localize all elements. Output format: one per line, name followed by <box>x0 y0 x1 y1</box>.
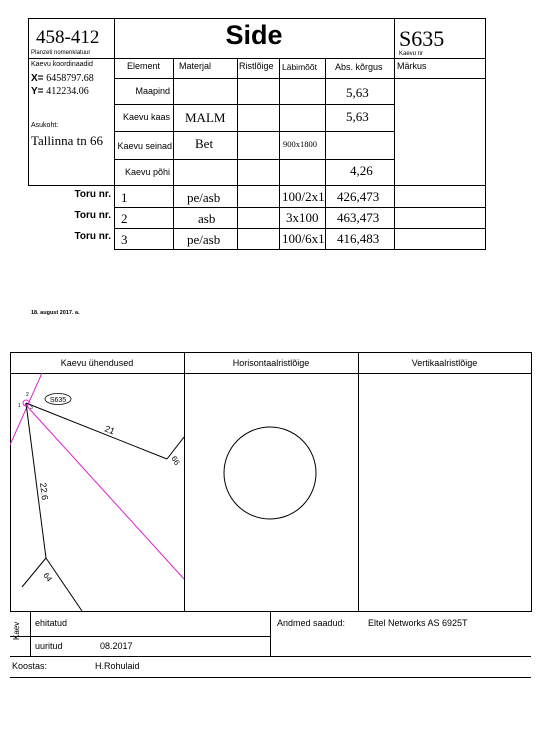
col-diameter: Läbimõõt <box>282 62 317 72</box>
coord-y: Y= 412234.06 <box>31 86 89 97</box>
compiled-label: Koostas: <box>12 661 48 671</box>
dim-21: 21 <box>103 423 117 437</box>
pipe-label-2: Toru nr. <box>74 210 111 221</box>
row-diameter-walls: 900x1800 <box>283 139 317 149</box>
connections-title: Kaevu ühendused <box>60 358 134 368</box>
sketch-well-label: S635 <box>49 397 67 404</box>
sketch-num-1: 1 <box>18 403 21 409</box>
dim-64: 64 <box>41 570 54 584</box>
pipe-num-3: 3 <box>121 232 128 247</box>
compiled-value: H.Rohulaid <box>95 661 140 671</box>
coords-label: Kaevu koordinaadid <box>31 61 93 68</box>
data-from-value: Eltel Networks AS 6925T <box>368 618 468 628</box>
pipe-line-1 <box>26 403 167 459</box>
pipe-material-3: pe/asb <box>187 232 221 247</box>
row-label-cover: Kaevu kaas <box>122 112 170 122</box>
pipe-abs-3: 416,483 <box>337 231 380 246</box>
examined-label: ehitatud <box>35 618 68 628</box>
map-sheet-number: 458-412 <box>36 27 100 48</box>
pipe-diameter-1: 100/2x1 <box>282 189 325 204</box>
coord-x: X= 6458797.68 <box>31 73 94 84</box>
sketch-num-2: 2 <box>26 392 29 398</box>
row-material-walls: Bet <box>195 136 214 151</box>
row-label-bottom: Kaevu põhi <box>124 167 170 177</box>
horizontal-section-title: Horisontaalristlõige <box>232 358 310 368</box>
vertical-section-title: Vertikaalristlõige <box>411 358 478 368</box>
pipe-line-3 <box>46 558 82 611</box>
surveyed-label: uuritud <box>35 641 63 651</box>
pipe-diameter-2: 3x100 <box>286 210 319 225</box>
pipe-num-1: 1 <box>121 190 128 205</box>
row-abs-ground: 5,63 <box>346 85 369 100</box>
document-date: 18. august 2017. a. <box>31 310 80 316</box>
dim-22-6: 22.6 <box>38 482 51 501</box>
map-sheet-label: Planzeti nomenklatuur <box>31 50 91 56</box>
well-cross-section-circle <box>224 427 316 519</box>
col-material: Materjal <box>179 61 212 71</box>
page-title: Side <box>225 20 283 50</box>
row-material-cover: MALM <box>185 110 226 125</box>
well-id-label: Kaevu nr <box>399 51 424 57</box>
col-abs-height: Abs. kõrgus <box>335 62 383 72</box>
pipe-material-1: pe/asb <box>187 190 221 205</box>
pipe-abs-1: 426,473 <box>337 189 380 204</box>
pipe-label-3: Toru nr. <box>74 231 111 242</box>
well-id: S635 <box>399 26 445 51</box>
magenta-line-top <box>10 373 42 445</box>
well-vertical-label: Kaev <box>12 621 21 640</box>
location-label: Asukoht: <box>31 122 59 129</box>
row-abs-cover: 5,63 <box>346 109 369 124</box>
surveyed-value: 08.2017 <box>100 641 133 651</box>
row-label-ground: Maapind <box>135 86 170 96</box>
connections-sketch <box>10 373 184 611</box>
row-abs-bottom: 4,26 <box>350 163 373 178</box>
row-label-walls: Kaevu seinad <box>117 141 172 151</box>
col-cross-section: Ristlõige <box>239 61 274 71</box>
pipe-diameter-3: 100/6x1 <box>282 231 325 246</box>
pipe-num-2: 2 <box>121 211 128 226</box>
horizontal-section-drawing <box>184 373 358 611</box>
data-from-label: Andmed saadud: <box>277 618 346 628</box>
location-value: Tallinna tn 66 <box>31 133 104 148</box>
col-notes: Märkus <box>397 61 427 71</box>
pipe-line-2 <box>26 403 46 558</box>
sketch-num-3: 3 <box>30 405 33 411</box>
pipe-abs-2: 463,473 <box>337 210 380 225</box>
dim-66: 66 <box>169 454 182 467</box>
pipe-label-1: Toru nr. <box>74 189 111 200</box>
pipe-line-2-end <box>22 558 46 587</box>
pipe-material-2: asb <box>198 211 216 226</box>
col-element: Element <box>126 61 161 71</box>
